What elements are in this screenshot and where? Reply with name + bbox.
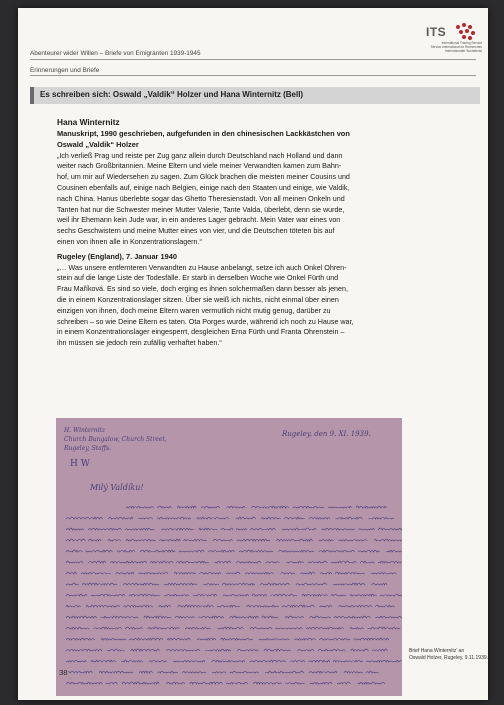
running-title: Abenteurer wider Willen – Briefe von Emigranten 1939-1945: [30, 50, 201, 57]
quote-paragraph-1: [57, 151, 469, 248]
document-page: [18, 8, 488, 700]
dateline-heading: Rugeley (England), 7. Januar 1940: [57, 251, 177, 261]
handwriting-line: [66, 550, 402, 552]
handwriting-line: [66, 572, 396, 574]
text-line: die in einem Konzentrationslager sitzen. Über sie weiß ich nichts, nicht einmal über einen: [57, 295, 339, 304]
caption-line: Brief Hana Winternitz’ an: [409, 648, 465, 654]
handwriting-line: [66, 594, 402, 596]
logo-name: ITS: [426, 25, 447, 39]
letter-date: Rugeley, den 9. XI. 1939.: [282, 430, 371, 438]
letter-initials: H W: [70, 459, 90, 469]
section-banner: [30, 87, 480, 104]
caption-line: Oswald Holzer, Rugeley, 9.11.1939.: [409, 655, 488, 661]
text-line: sechs Geschwistern und meine Mutter eines von vier, und die Deutschen töteten bis auf: [57, 227, 335, 236]
handwriting-line: [66, 649, 387, 651]
text-line: hof, um mir auf Wiedersehen zu sagen. Zum Glück brachen die meisten meiner Cousins und: [57, 173, 350, 182]
letter-greeting: Milý Valdíku!: [90, 483, 144, 492]
text-line: „Ich verließ Prag und reiste per Zug ganz allein durch Deutschland nach Holland und dann: [57, 151, 343, 160]
letter-address-line: H. Winternitz: [64, 427, 106, 434]
text-line: nach China. Hanus überlebte sogar das Ghetto Theresienstadt. Von all meinen Onkeln und: [57, 194, 345, 203]
text-line: Cousinen ebenfalls auf, einige nach Belgien, einige nach den Staaten und einige, wie Valdik,: [57, 183, 350, 192]
handwriting-line: [66, 517, 394, 519]
handwriting-scribbles: [66, 506, 402, 684]
source-subtitle: [57, 129, 469, 151]
section-rule: [30, 75, 476, 76]
its-logo: [392, 22, 482, 62]
logo-line-2: Service International de Recherches: [430, 45, 482, 49]
text-line: weil ihr Ehemann kein Jude war, in ein anderes Lager gebracht. Mein Vater war eines von: [57, 216, 341, 225]
text-line: einen von ihnen alle in Konzentrationslagern.“: [57, 237, 202, 246]
logo-line-3: Internationaler Suchdienst: [444, 49, 482, 53]
text-line: stein auf die lange Liste der Todesfälle. Er starb in derselben Woche wie Onkel Fürth und: [57, 274, 339, 283]
text-line: in einem Konzentrationslager eingesperrt, desgleichen Erna Fürth und Franta Ohrenstein –: [57, 328, 345, 337]
quote-paragraph-2: [57, 263, 469, 349]
handwriting-line: [66, 682, 385, 684]
text-line: Tanten hat nur die Schwester meiner Mutter Valerie, Tante Valda, überlebt, denn sie wurde,: [57, 205, 345, 214]
text-line: ihn müssen sie jedoch rein zufällig verhaftet haben.“: [57, 339, 222, 348]
handwriting-line: [66, 561, 402, 563]
handwriting-line: [66, 627, 400, 629]
subtitle-line: Oswald „Valdik“ Holzer: [57, 139, 139, 149]
handwriting-line: [66, 671, 378, 673]
handwriting-line: [66, 528, 402, 530]
handwriting-line: [66, 605, 394, 607]
banner-title: Es schreiben sich: Oswald „Valdik“ Holzer und Hana Winternitz (Bell): [40, 90, 304, 99]
letter-address-line: Church Bungalow, Church Street,: [64, 436, 167, 443]
author-heading: Hana Winternitz: [57, 117, 120, 127]
letter-handwriting: [56, 418, 402, 696]
handwriting-line: [66, 638, 389, 640]
handwriting-line: [66, 583, 387, 585]
text-line: weiter nach Großbritannien. Meine Eltern und viele meiner Verwandten kamen zum Bahn-: [57, 162, 342, 171]
handwriting-line: [66, 539, 402, 541]
handwriting-line: [66, 660, 402, 662]
article-body: [57, 117, 469, 349]
page-number: 38: [59, 668, 68, 677]
letter-address-line: Rugeley, Staffs.: [64, 445, 111, 452]
handwritten-letter-image: [56, 418, 402, 696]
text-line: einzigen von ihnen, doch meine Eltern waren vermutlich nicht mutig genug, darüber zu: [57, 306, 331, 315]
section-label: Erinnerungen und Briefe: [30, 67, 100, 74]
text-line: Frau Maříková. Es sind so viele, doch erging es ihnen solchermaßen dann besser als jenen,: [57, 285, 348, 294]
logo-dots-icon: [454, 23, 480, 43]
text-line: schreiben – so wie Deine Eltern es taten. Ota Porges wurde, während ich noch zu Hause war,: [57, 317, 354, 326]
handwriting-line: [126, 506, 386, 508]
logo-line-1: International Tracing Service: [441, 41, 482, 45]
handwriting-line: [66, 616, 402, 618]
figure-caption: [409, 648, 488, 662]
subtitle-line: Manuskript, 1990 geschrieben, aufgefunden in den chinesischen Lackkästchen von: [57, 129, 350, 138]
text-line: „… Was unsere entfernteren Verwandten zu Hause anbelangt, setze ich auch Onkel Ohren-: [57, 263, 347, 272]
